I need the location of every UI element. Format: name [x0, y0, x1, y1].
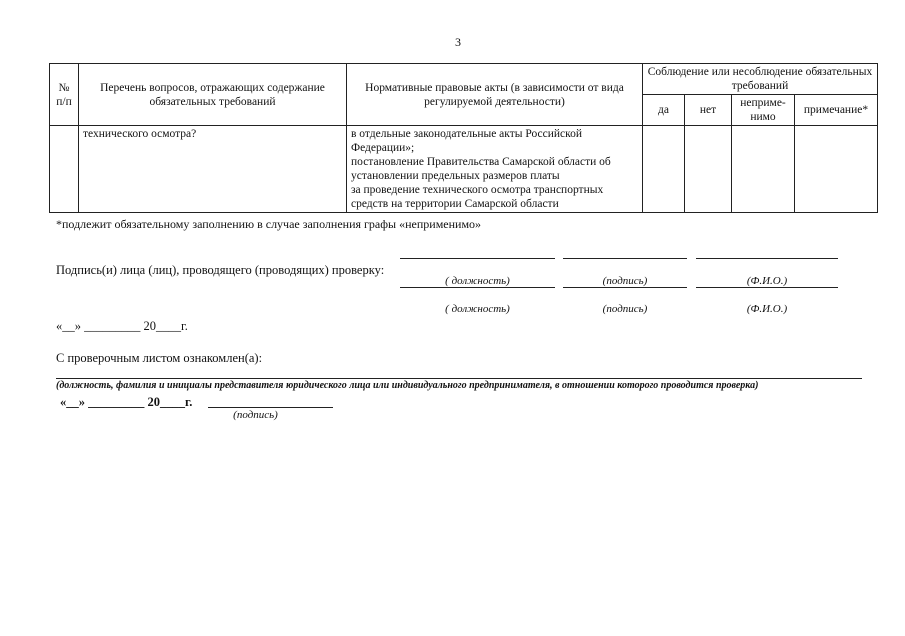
cell-legal-acts — [347, 126, 643, 213]
header-questions: Перечень вопросов, отражающих содержание обязательных требований — [79, 64, 347, 126]
cell-not-applicable[interactable] — [732, 126, 795, 213]
cell-note[interactable] — [795, 126, 878, 213]
cell-yes[interactable] — [643, 126, 685, 213]
header-legal-acts: Нормативные правовые акты (в зависимости от вида регулируемой деятельности) — [347, 64, 643, 126]
header-not-applicable: неприме- нимо — [732, 95, 795, 126]
page-number: 3 — [455, 35, 461, 49]
legal-act-line: постановление Правительства Самарской области об установлении предельных размеров платы — [351, 156, 611, 182]
header-yes: да — [643, 95, 685, 126]
fio-caption-2: (Ф.И.О.) — [746, 303, 788, 315]
header-no: нет — [685, 95, 732, 126]
cell-no[interactable] — [685, 126, 732, 213]
fio-line[interactable] — [696, 258, 838, 259]
header-compliance: Соблюдение или несоблюдение обязательных требований — [643, 64, 878, 95]
table-row — [50, 126, 878, 213]
position-line[interactable] — [400, 258, 555, 259]
signature-line-2[interactable] — [563, 287, 687, 288]
signature-line[interactable] — [563, 258, 687, 259]
fio-line-2[interactable] — [696, 287, 838, 288]
representative-caption: (должность, фамилия и инициалы представителя юридического лица или индивидуального предпринимателя, в отношении которого проводится проверка) — [56, 380, 759, 391]
signature-caption-2: (подпись) — [602, 303, 648, 315]
checklist-table — [49, 63, 878, 213]
cell-question: технического осмотра? — [79, 126, 347, 213]
acknowledgement-signature-line[interactable] — [208, 407, 333, 408]
acknowledgement-label: С проверочным листом ознакомлен(а): — [56, 351, 263, 365]
position-caption: ( должность) — [445, 275, 510, 287]
cell-number — [50, 126, 79, 213]
acknowledgement-signature-caption: (подпись) — [233, 409, 278, 421]
inspection-date[interactable]: «__» _________ 20____г. — [56, 319, 188, 333]
header-number: № п/п — [50, 64, 79, 126]
legal-act-line: в отдельные законодательные акты Российской Федерации»; — [351, 128, 583, 154]
signature-caption: (подпись) — [602, 275, 648, 287]
header-note: примечание* — [795, 95, 878, 126]
fio-caption: (Ф.И.О.) — [746, 275, 788, 287]
position-caption-2: ( должность) — [445, 303, 510, 315]
representative-line[interactable] — [56, 378, 862, 379]
position-line-2[interactable] — [400, 287, 555, 288]
inspector-signature-label: Подпись(и) лица (лиц), проводящего (проводящих) проверку: — [56, 263, 385, 277]
legal-act-line: за проведение технического осмотра транспортных средств на территории Самарской области — [351, 184, 604, 210]
footnote: *подлежит обязательному заполнению в случае заполнения графы «неприменимо» — [56, 217, 482, 231]
acknowledgement-date[interactable]: «__» _________ 20____г. — [60, 395, 193, 409]
